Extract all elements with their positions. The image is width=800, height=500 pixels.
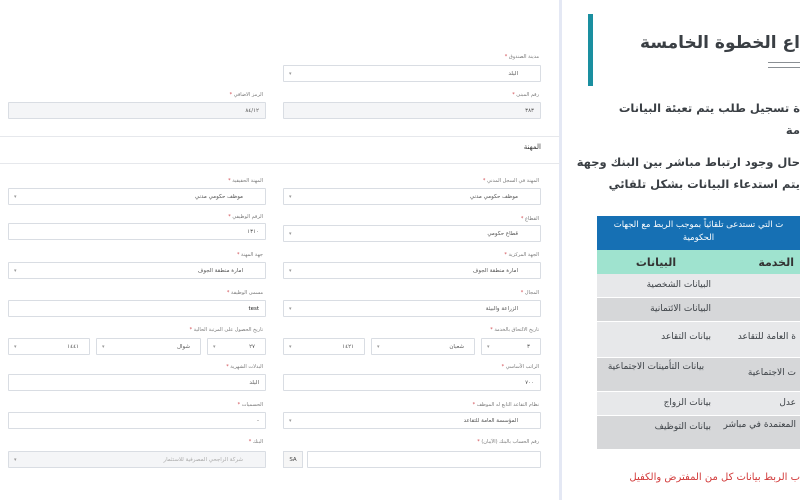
central-employer-label: الجهة المركزية * [504, 252, 539, 258]
current-rank-year-select[interactable]: ▾ ١٤٤١ [8, 338, 90, 355]
current-rank-day-select[interactable]: ▾ ٢٧ [207, 338, 266, 355]
section-title: المهنة [523, 143, 541, 151]
col-service: الخدمة [758, 255, 794, 269]
service-join-year-select[interactable]: ▾ ١٤٢١ [283, 338, 365, 355]
civil-job-select[interactable]: ▾ موظف حكومي مدني [283, 188, 541, 205]
additional-code-label: الرمز الاضافي * [229, 92, 263, 98]
presentation-slide [576, 0, 800, 500]
monthly-allowances-field[interactable]: البلد [8, 374, 266, 391]
footnote: ب الربط بيانات كل من المفترض والكفيل [629, 472, 800, 483]
paragraph-line: ة تسجيل طلب يتم تعبئة البيانات [618, 101, 800, 115]
chevron-down-icon: ▾ [14, 267, 17, 274]
job-title-field[interactable]: test [8, 300, 266, 317]
pension-system-select[interactable]: ▾ المؤسسة العامة للتقاعد [283, 412, 541, 429]
basic-salary-label: الراتب الأساسي * [501, 364, 539, 370]
table-row: البيانات الائتمانية [597, 298, 800, 322]
chevron-down-icon: ▾ [289, 305, 292, 312]
col-data: البيانات [635, 255, 677, 269]
basic-salary-field[interactable]: ٧٠٠ [283, 374, 541, 391]
chevron-down-icon: ▾ [289, 230, 292, 237]
chevron-down-icon: ▾ [213, 343, 216, 350]
job-number-field[interactable]: ١٣١٠ [8, 223, 266, 240]
table-header-row [597, 250, 800, 274]
table-row: المعتمدة في مباشر بيانات التوظيف [597, 416, 800, 450]
mailbox-city-select[interactable]: ▾ البلد [283, 65, 541, 82]
table-row: ة العامة للتقاعد بيانات التقاعد [597, 322, 800, 358]
paragraph-line: مة [785, 123, 800, 137]
building-number-field[interactable]: ٣٨٣ [283, 102, 541, 119]
monthly-allowances-label: البدلات الشهرية * [226, 364, 263, 370]
deductions-label: الحسميات * [237, 402, 263, 408]
actual-job-label: المهنة الحقيقية * [228, 178, 263, 184]
chevron-down-icon: ▾ [487, 343, 490, 350]
current-rank-month-select[interactable]: ▾ شوال [96, 338, 201, 355]
employer-label: جهة المهنة * [236, 252, 263, 258]
title-underline [768, 62, 800, 63]
table-row: ت الاجتماعية بيانات التأمينات الاجتماعية [597, 358, 800, 392]
field-label: المجال * [520, 290, 539, 296]
civil-job-label: المهنة في السجل المدني * [482, 178, 539, 184]
actual-job-select[interactable]: ▾ موظف حكومي مدني [8, 188, 266, 205]
additional-code-field[interactable]: ٨٤/١٢ [8, 102, 266, 119]
employer-select[interactable]: ▾ امارة منطقة الجوف [8, 262, 266, 279]
paragraph-line: يتم استدعاء البيانات بشكل تلقائي [608, 177, 800, 191]
table-row: البيانات الشخصية [597, 274, 800, 298]
service-join-month-select[interactable]: ▾ شعبان [371, 338, 475, 355]
pension-system-label: نظام التقاعد التابع له الموظف * [472, 402, 539, 408]
sector-label: القطاع * [520, 216, 539, 222]
divider [0, 136, 560, 137]
services-table [597, 216, 800, 450]
iban-prefix: SA [283, 451, 303, 468]
chevron-down-icon: ▾ [289, 267, 292, 274]
chevron-down-icon: ▾ [14, 456, 17, 463]
table-caption: ت التي تستدعى تلقائياً بموجب الربط مع الجهات الحكومية [597, 216, 800, 250]
title-underline [768, 67, 800, 68]
chevron-down-icon: ▾ [102, 343, 105, 350]
divider [0, 163, 560, 164]
field-select[interactable]: ▾ الزراعة والبيئة [283, 300, 541, 317]
bank-label: البنك * [248, 439, 263, 445]
chevron-down-icon: ▾ [289, 70, 292, 77]
iban-label: رقم الحساب بالبنك (الآيبان) * [477, 439, 539, 445]
chevron-down-icon: ▾ [14, 193, 17, 200]
chevron-down-icon: ▾ [377, 343, 380, 350]
paragraph-line: حال وجود ارتباط مباشر بين البنك وجهة [576, 155, 800, 169]
building-number-label: رقم المبنى * [512, 92, 539, 98]
chevron-down-icon: ▾ [289, 193, 292, 200]
chevron-down-icon: ▾ [289, 417, 292, 424]
job-title-label: مسمى الوظيفة * [226, 290, 263, 296]
deductions-field[interactable]: - [8, 412, 266, 429]
central-employer-select[interactable]: ▾ امارة منطقة الجوف [283, 262, 541, 279]
slide-title: اع الخطوة الخامسة [640, 33, 800, 53]
chevron-down-icon: ▾ [289, 343, 292, 350]
iban-input[interactable] [307, 451, 541, 468]
table-row: عدل بيانات الزواج [597, 392, 800, 416]
accent-bar [588, 14, 593, 86]
chevron-down-icon: ▾ [14, 343, 17, 350]
bank-select[interactable]: ▾ شركة الراجحي المصرفية للاستثمار [8, 451, 266, 468]
job-number-label: الرقم الوظيفي * [228, 214, 263, 220]
current-rank-date-label: تاريخ الحصول على المرتبة الحالية * [189, 327, 263, 333]
service-join-day-select[interactable]: ▾ ٣ [481, 338, 541, 355]
service-join-date-label: تاريخ الالتحاق بالخدمة * [490, 327, 539, 333]
sector-select[interactable]: ▾ قطاع حكومي [283, 225, 541, 242]
mailbox-city-label: مدينة الصندوق * [504, 54, 539, 60]
